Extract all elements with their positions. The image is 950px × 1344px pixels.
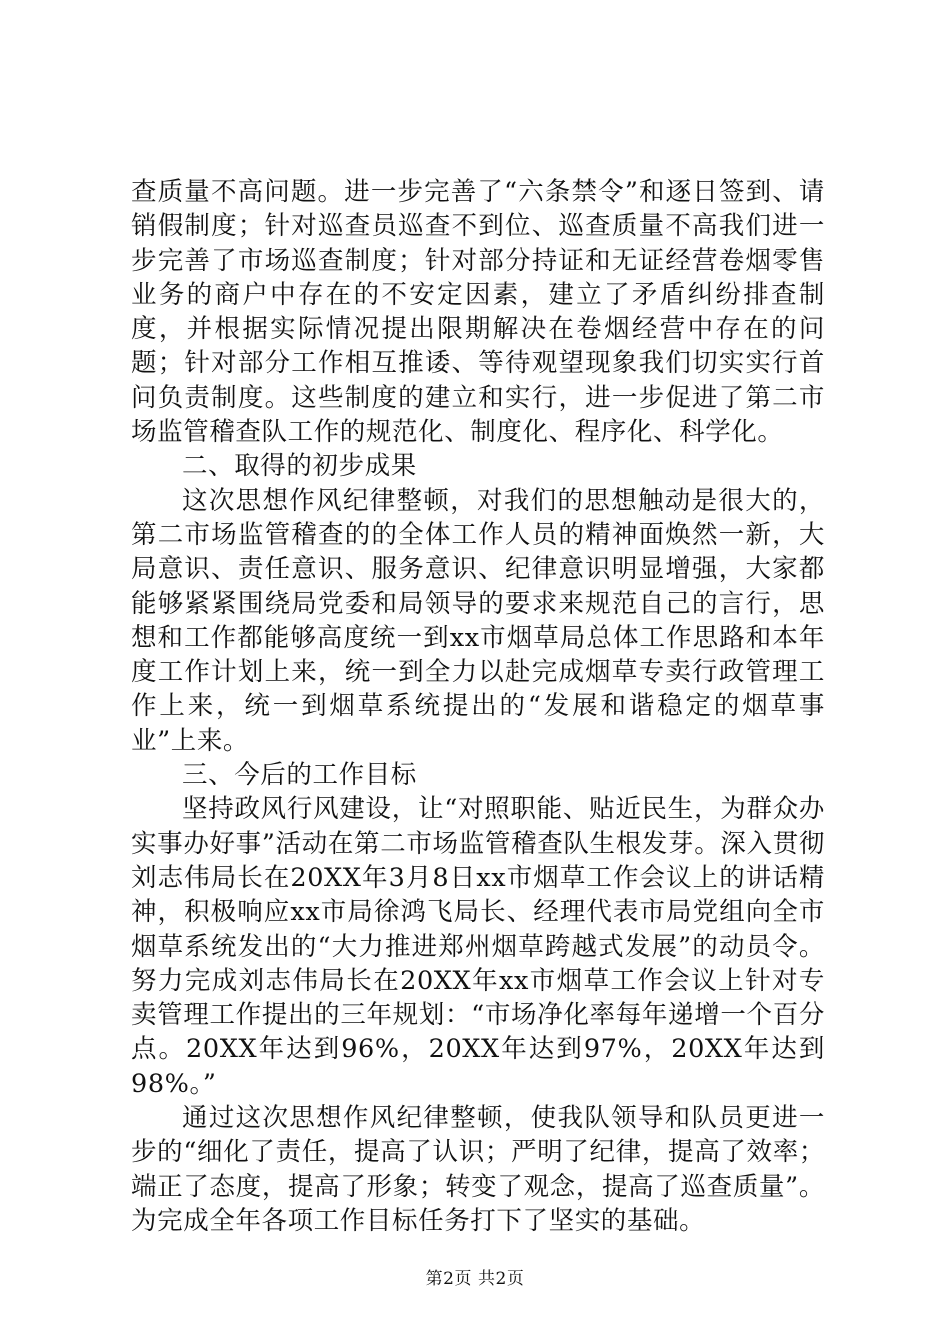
document-body bbox=[131, 175, 825, 1238]
paragraph-conclusion: 通过这次思想作风纪律整顿，使我队领导和队员更进一步的“细化了责任，提高了认识；严明了纪律，提高了效率；端正了态度，提高了形象；转变了观念，提高了巡查质量”。为完成全年各项工作目标任务打下了坚实的基础。 bbox=[131, 1103, 825, 1236]
paragraph-future-goals: 坚持政风行风建设，让“对照职能、贴近民生，为群众办实事办好事”活动在第二市场监管稽查队生根发芽。深入贯彻刘志伟局长在20XX年3月8日xx市烟草工作会议上的讲话精神，积极响应xx市局徐鸿飞局长、经理代表市局党组向全市烟草系统发出的“大力推进郑州烟草跨越式发展”的动员令。努力完成刘志伟局长在20XX年xx市烟草工作会议上针对专卖管理工作提出的三年规划：“市场净化率每年递增一个百分点。20XX年达到96%，20XX年达到97%，20XX年达到98%。” bbox=[131, 794, 825, 1099]
page-number: 第2页 bbox=[425, 1269, 472, 1289]
paragraph-continuation: 查质量不高问题。进一步完善了“六条禁令”和逐日签到、请销假制度；针对巡查员巡查不到位、巡查质量不高我们进一步完善了市场巡查制度；针对部分持证和无证经营卷烟零售业务的商户中存在的不安定因素，建立了矛盾纠纷排查制度，并根据实际情况提出限期解决在卷烟经营中存在的问题；针对部分工作相互推诿、等待观望现象我们切实实行首问负责制度。这些制度的建立和实行，进一步促进了第二市场监管稽查队工作的规范化、制度化、程序化、科学化。 bbox=[131, 177, 825, 448]
page-footer bbox=[0, 1268, 950, 1290]
page-total: 共2页 bbox=[478, 1269, 525, 1289]
paragraph-initial-results: 这次思想作风纪律整顿，对我们的思想触动是很大的，第二市场监管稽查的的全体工作人员的精神面焕然一新，大局意识、责任意识、服务意识、纪律意识明显增强，大家都能够紧紧围绕局党委和局领导的要求来规范自己的言行，思想和工作都能够高度统一到xx市烟草局总体工作思路和本年度工作计划上来，统一到全力以赴完成烟草专卖行政管理工作上来，统一到烟草系统提出的“发展和谐稳定的烟草事业”上来。 bbox=[131, 485, 825, 756]
section-heading-2: 二、取得的初步成果 bbox=[182, 451, 417, 482]
section-heading-3: 三、今后的工作目标 bbox=[182, 760, 417, 791]
